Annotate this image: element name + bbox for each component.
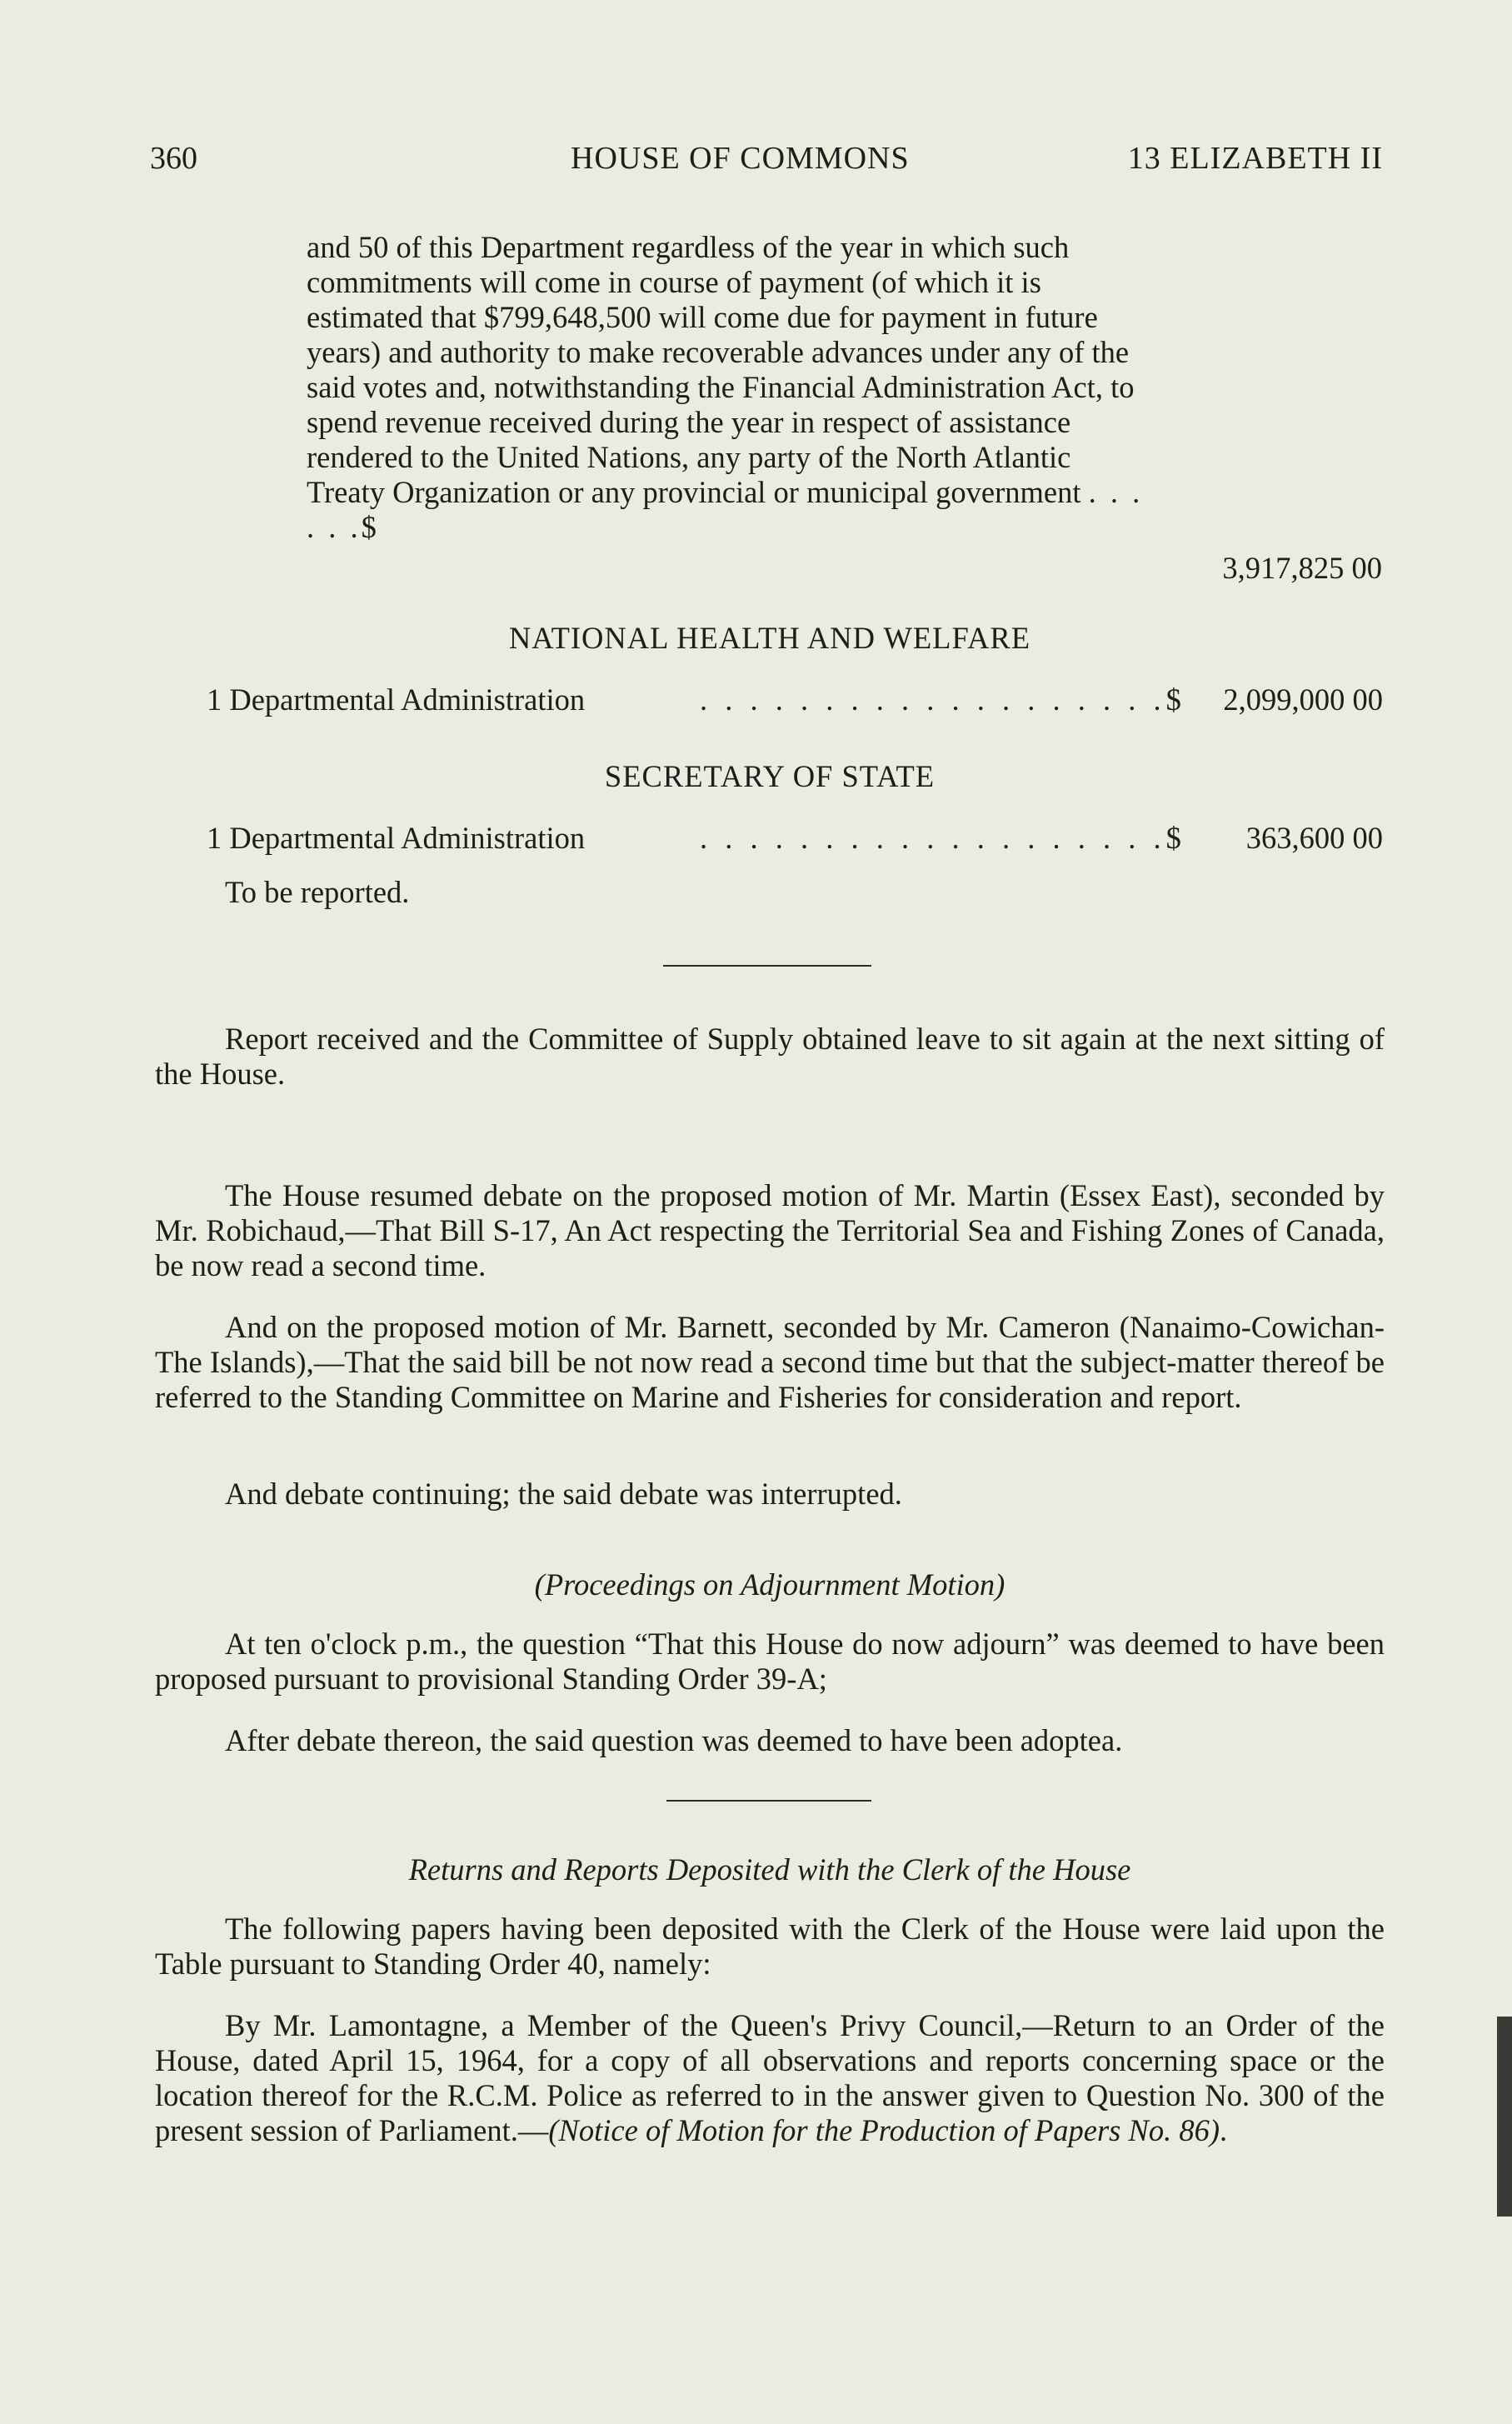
returns-heading: Returns and Reports Deposited with the Clerk of the House [408,1852,1131,1887]
to-be-reported: To be reported. [225,875,410,909]
adjournment-paragraph-1: At ten o'clock p.m., the question “That this House do now adjourn” was deemed to have been proposed pursuant to provisional Standing Order 39-A; [155,1627,1385,1696]
adjournment-paragraph-2: After debate thereon, the said question was deemed to have been adoptea. [225,1723,1123,1757]
debate-paragraph-1: The House resumed debate on the proposed motion of Mr. Martin (Essex East), seconded by Mr. Robichaud,—That Bill S-17, An Act respecting the Territorial Sea and Fishing Zones of Canada, be now read a second time. [155,1178,1385,1282]
session-label: 13 ELIZABETH II [1127,141,1383,176]
vote-dots: . . . . . . . . . . . . . . . . . . .$ [700,682,1186,717]
vote-number: 1 [207,821,222,855]
vote-label: Departmental Administration [229,682,586,717]
page-header [150,140,1383,182]
intro-vote-text: and 50 of this Department regardless of the year in which such commitments will come in course of payment (of which it is estimated that $799,648,500 will come due for payment in future years) and authority to make recoverable advances under any of the said votes and, notwithstanding the Financial Administration Act, to spend revenue received during the year in respect of assistance rendered to the United Nations, any party of the North Atlantic Treaty Organization or any provincial or municipal government . . . . . .$ [307,230,1144,544]
vote-dots: . . . . . . . . . . . . . . . . . . .$ [700,821,1186,855]
adjournment-heading: (Proceedings on Adjournment Motion) [534,1567,1006,1602]
returns-paragraph-1: The following papers having been deposited with the Clerk of the House were laid upon the Table pursuant to Standing Order 40, namely: [155,1912,1385,1981]
page-title: HOUSE OF COMMONS [571,141,910,176]
report-received-paragraph: Report received and the Committee of Supply obtained leave to sit again at the next sitting of the House. [155,1022,1385,1091]
vote-amount: 2,099,000 00 [1223,682,1383,717]
vote-row-health [207,682,1383,720]
section-heading-health: NATIONAL HEALTH AND WELFARE [508,621,1031,655]
vote-number: 1 [207,682,222,717]
section-divider [663,965,871,967]
page-edge-mark [1497,2017,1512,2217]
page-number: 360 [150,141,197,176]
vote-amount: 363,600 00 [1245,821,1383,855]
notice-reference: (Notice of Motion for the Production of Papers No. 86) [548,2113,1220,2147]
debate-paragraph-3: And debate continuing; the said debate was interrupted. [225,1477,902,1511]
vote-label: Departmental Administration [229,821,586,855]
section-heading-secretary: SECRETARY OF STATE [604,759,936,793]
intro-vote-dots: . . . . . .$ [307,475,1144,544]
vote-row-secretary [207,820,1383,858]
debate-paragraph-2: And on the proposed motion of Mr. Barnett, seconded by Mr. Cameron (Nanaimo-Cowichan-The Islands),—That the said bill be not now read a second time but that the subject-matter thereof be referred to the Standing Committee on Marine and Fisheries for consideration and report. [155,1310,1385,1414]
intro-vote-amount: 3,917,825 00 [1222,551,1382,585]
returns-paragraph-2: By Mr. Lamontagne, a Member of the Queen's Privy Council,—Return to an Order of the House, dated April 15, 1964, for a copy of all observations and reports concerning space or the location thereof for the R.C.M. Police as referred to in the answer given to Question No. 300 of the present session of Parliament.—(Notice of Motion for the Production of Papers No. 86). [155,2008,1385,2147]
section-divider [666,1800,871,1802]
